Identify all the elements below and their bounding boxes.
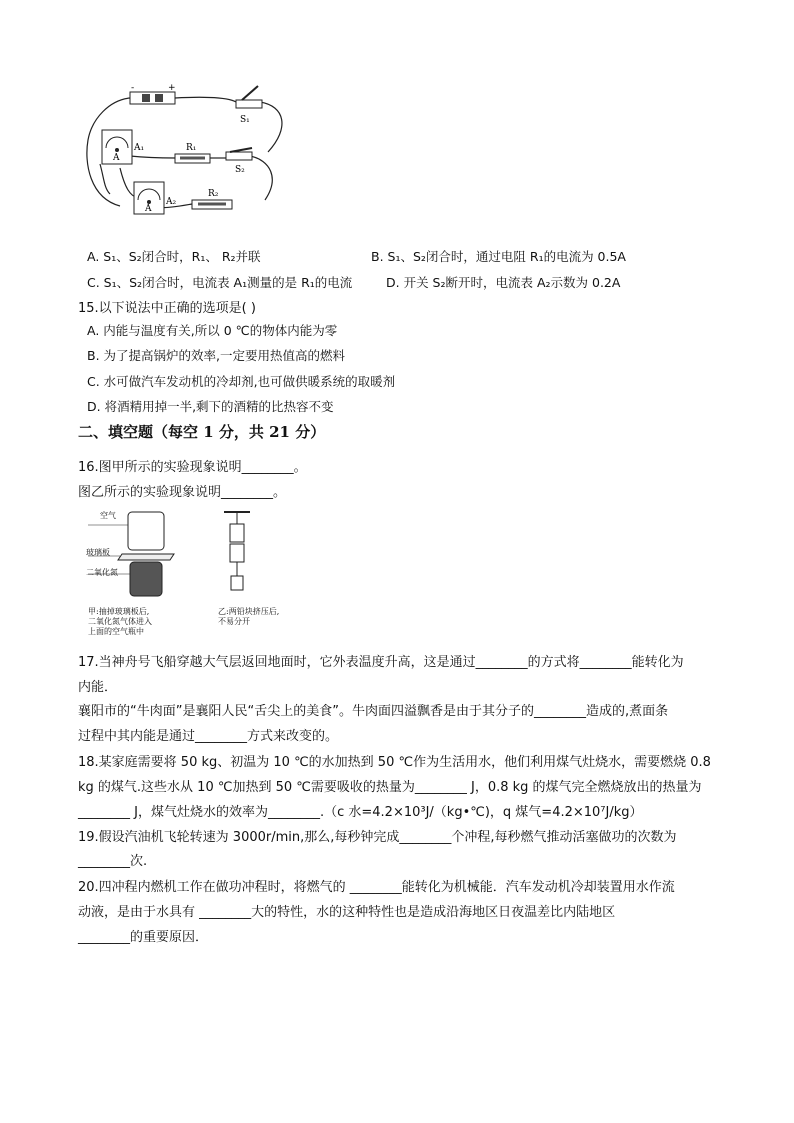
meter-a1-face: A bbox=[113, 153, 120, 163]
gas-jars-icon bbox=[86, 510, 196, 610]
label-no2: 二氧化氮 bbox=[86, 568, 118, 577]
section-title: 二、填空题（每空 1 分，共 21 分） bbox=[78, 423, 326, 441]
q15-option-d: D. 将酒精用掉一半,剩下的酒精的比热容不变 bbox=[87, 399, 334, 414]
q16-line-2: 图乙所示的实验现象说明________。 bbox=[78, 485, 287, 500]
label-r2: R₂ bbox=[208, 189, 219, 199]
label-air: 空气 bbox=[100, 511, 116, 520]
q15-stem: 15.以下说法中正确的选项是( ) bbox=[78, 301, 256, 316]
label-s2: S₂ bbox=[235, 165, 245, 175]
battery-icon bbox=[130, 83, 176, 104]
switch-s2-icon bbox=[226, 148, 252, 175]
figure-jia bbox=[86, 510, 196, 640]
q19-line-2: ________次. bbox=[78, 854, 148, 869]
label-a1: A₁ bbox=[134, 143, 145, 153]
caption-yi-1: 乙:两铅块挤压后, bbox=[218, 607, 280, 616]
q15-option-c: C. 水可做汽车发动机的冷却剂,也可做供暖系统的取暖剂 bbox=[87, 374, 396, 389]
caption-yi-2: 不易分开 bbox=[218, 617, 250, 626]
q19-line-1: 19.假设汽油机飞轮转速为 3000r/min,那么,每秒钟完成________个冲程,每秒燃气推动活塞做功的次数为 bbox=[78, 830, 677, 845]
q20-line-1: 20.四冲程内燃机工作在做功冲程时，将燃气的 ________能转化为机械能．汽车发动机冷却装置用水作流 bbox=[78, 880, 675, 895]
q17-line-3: 襄阳市的“牛肉面”是襄阳人民“舌尖上的美食”。牛肉面四溢飘香是由于其分子的________造成的,煮面条 bbox=[78, 704, 669, 719]
label-a2: A₂ bbox=[166, 197, 177, 207]
label-r1: R₁ bbox=[186, 143, 197, 153]
q17-line-2: 内能． bbox=[78, 680, 118, 695]
q20-line-2: 动液，是由于水具有 ________大的特性，水的这种特性也是造成沿海地区日夜温差比内陆地区 bbox=[78, 905, 616, 920]
caption-jia-1: 甲:抽掉玻璃板后, bbox=[88, 607, 150, 616]
q17-line-4: 过程中其内能是通过________方式来改变的。 bbox=[78, 729, 339, 744]
q14-option-d: D. 开关 S₂断开时，电流表 A₂示数为 0.2A bbox=[386, 275, 621, 290]
label-glass: 玻璃板 bbox=[86, 548, 110, 557]
meter-a2-face: A bbox=[145, 204, 152, 214]
switch-s1-icon bbox=[236, 86, 262, 125]
lead-blocks-icon bbox=[220, 510, 260, 600]
q17-line-1: 17.当神舟号飞船穿越大气层返回地面时，它外表温度升高，这是通过________的方式将________能转化为 bbox=[78, 655, 684, 670]
q16-line-1: 16.图甲所示的实验现象说明________。 bbox=[78, 460, 307, 475]
q18-line-1: 18.某家庭需要将 50 kg、初温为 10 ℃的水加热到 50 ℃作为生活用水，他们利用煤气灶烧水，需要燃烧 0.8 bbox=[78, 755, 711, 770]
circuit-diagram bbox=[80, 78, 300, 228]
q20-line-3: ________的重要原因． bbox=[78, 930, 209, 945]
resistor-r1-icon bbox=[175, 143, 210, 163]
svg-text:-: - bbox=[131, 83, 135, 93]
ammeter-a2-icon bbox=[134, 182, 176, 214]
q14-option-a: A. S₁、S₂闭合时，R₁、 R₂并联 bbox=[87, 249, 261, 264]
resistor-r2-icon bbox=[192, 189, 232, 209]
q15-option-b: B. 为了提高锅炉的效率,一定要用热值高的燃料 bbox=[87, 348, 345, 363]
q18-line-2: kg 的煤气.这些水从 10 ℃加热到 50 ℃需要吸收的热量为________ J，0.8 kg 的煤气完全燃烧放出的热量为 bbox=[78, 780, 702, 795]
svg-text:+: + bbox=[168, 83, 176, 93]
q14-option-b: B. S₁、S₂闭合时，通过电阻 R₁的电流为 0.5A bbox=[371, 249, 626, 264]
caption-jia-3: 上面的空气瓶中 bbox=[88, 627, 144, 636]
q14-option-c: C. S₁、S₂闭合时，电流表 A₁测量的是 R₁的电流 bbox=[87, 275, 353, 290]
caption-jia-2: 二氧化氮气体进入 bbox=[88, 617, 152, 626]
q18-line-3: ________ J，煤气灶烧水的效率为________.（c 水=4.2×10³J/（kg•℃)，q 煤气=4.2×10⁷J/kg） bbox=[78, 805, 643, 820]
q15-option-a: A. 内能与温度有关,所以 0 ℃的物体内能为零 bbox=[87, 323, 338, 338]
figure-yi bbox=[218, 510, 288, 630]
ammeter-a1-icon bbox=[102, 130, 144, 164]
label-s1: S₁ bbox=[240, 115, 250, 125]
